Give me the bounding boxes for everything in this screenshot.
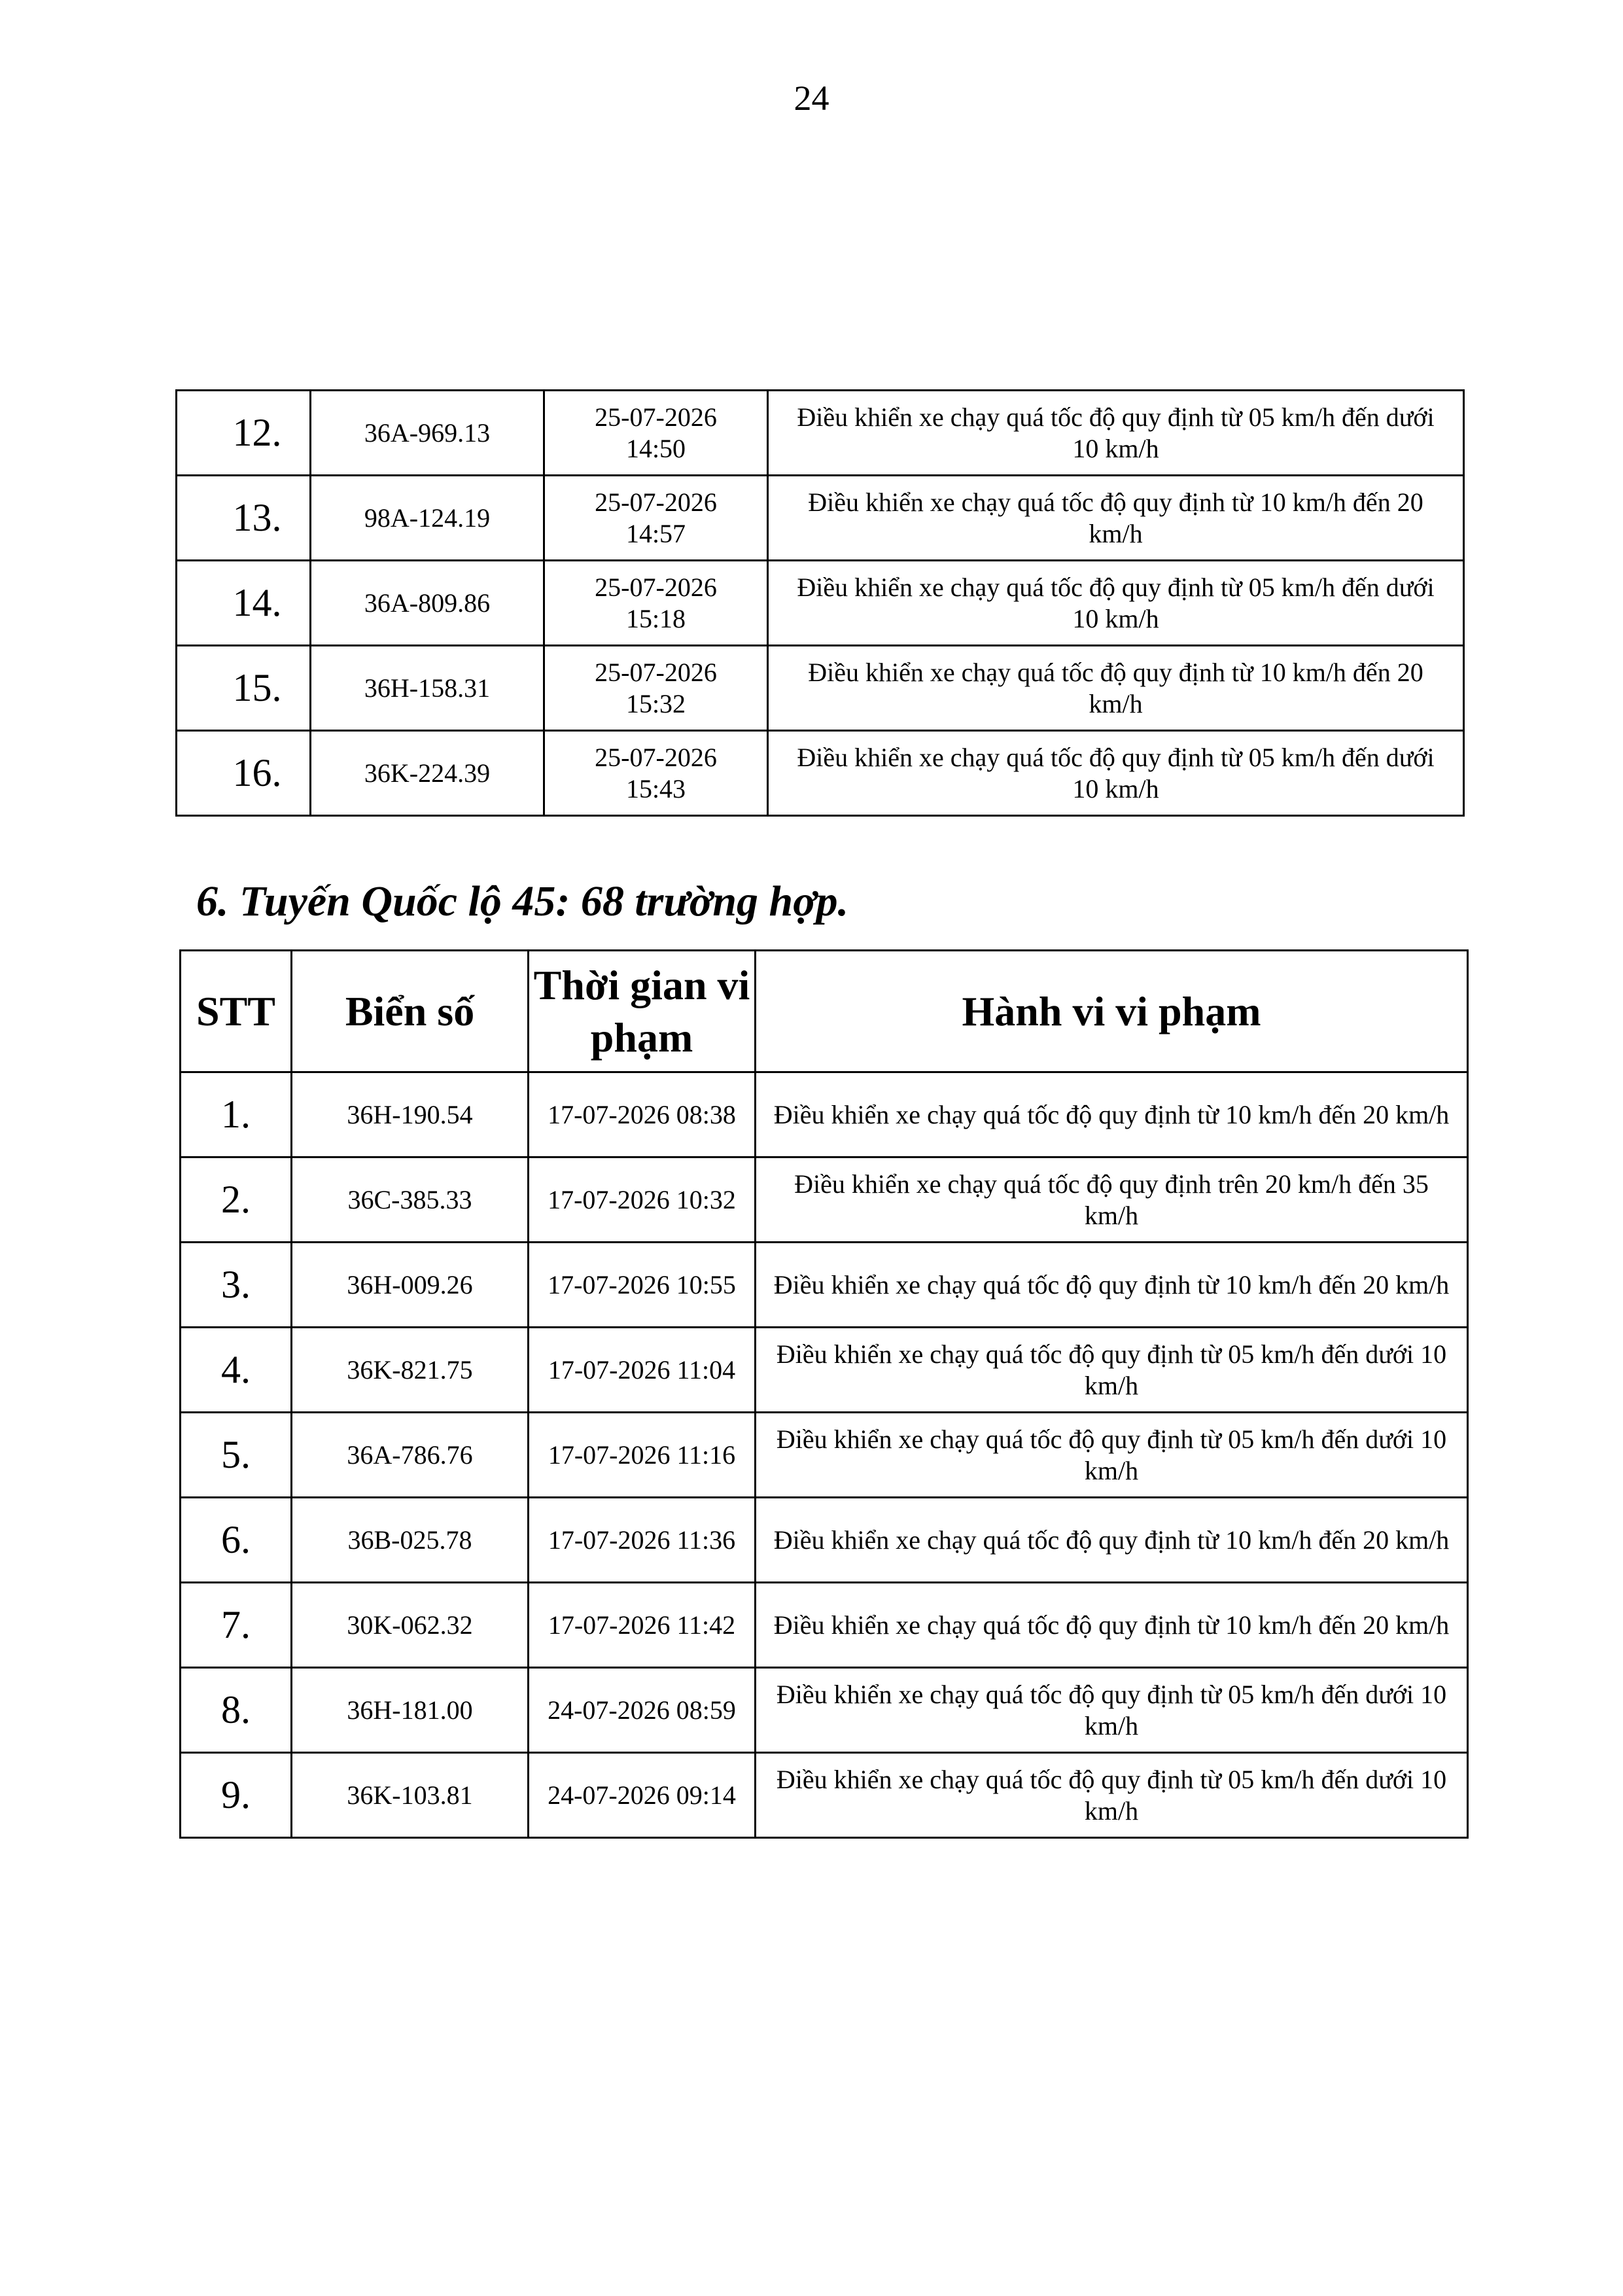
- table-row: [181, 1668, 1468, 1753]
- table-row: [181, 1753, 1468, 1838]
- stt-cell: 1.: [181, 1072, 292, 1157]
- time-cell: 17-07-2026 10:55: [529, 1243, 756, 1328]
- behavior-cell: Điều khiển xe chạy quá tốc độ quy định từ 10 km/h đến 20 km/h: [768, 646, 1464, 731]
- table-header-row: [181, 951, 1468, 1072]
- plate-cell: 36A-809.86: [311, 561, 544, 646]
- table-row: [181, 1157, 1468, 1243]
- plate-cell: 36K-103.81: [292, 1753, 529, 1838]
- table-row: [177, 561, 1464, 646]
- behavior-cell: Điều khiển xe chạy quá tốc độ quy định từ 10 km/h đến 20 km/h: [756, 1498, 1468, 1583]
- time-cell: 25-07-2026 15:43: [544, 731, 768, 816]
- table-row: [177, 731, 1464, 816]
- violations-table-ql45: [179, 949, 1469, 1839]
- behavior-cell: Điều khiển xe chạy quá tốc độ quy định trên 20 km/h đến 35 km/h: [756, 1157, 1468, 1243]
- plate-cell: 36K-224.39: [311, 731, 544, 816]
- behavior-cell: Điều khiển xe chạy quá tốc độ quy định từ 05 km/h đến dưới 10 km/h: [756, 1328, 1468, 1413]
- stt-cell: 7.: [181, 1583, 292, 1668]
- stt-cell: 12.: [177, 391, 311, 476]
- behavior-cell: Điều khiển xe chạy quá tốc độ quy định từ 05 km/h đến dưới 10 km/h: [768, 561, 1464, 646]
- behavior-cell: Điều khiển xe chạy quá tốc độ quy định từ 05 km/h đến dưới 10 km/h: [768, 731, 1464, 816]
- stt-cell: 15.: [177, 646, 311, 731]
- stt-cell: 4.: [181, 1328, 292, 1413]
- table-row: [177, 476, 1464, 561]
- plate-cell: 36B-025.78: [292, 1498, 529, 1583]
- plate-cell: 36C-385.33: [292, 1157, 529, 1243]
- time-cell: 17-07-2026 10:32: [529, 1157, 756, 1243]
- table-row: [181, 1328, 1468, 1413]
- time-cell: 17-07-2026 08:38: [529, 1072, 756, 1157]
- table-row: [177, 391, 1464, 476]
- time-cell: 25-07-2026 14:57: [544, 476, 768, 561]
- stt-cell: 9.: [181, 1753, 292, 1838]
- section-title: 6. Tuyến Quốc lộ 45: 68 trường hợp.: [196, 877, 849, 925]
- time-cell: 24-07-2026 08:59: [529, 1668, 756, 1753]
- plate-cell: 36A-969.13: [311, 391, 544, 476]
- plate-cell: 36H-181.00: [292, 1668, 529, 1753]
- plate-cell: 36A-786.76: [292, 1413, 529, 1498]
- plate-cell: 30K-062.32: [292, 1583, 529, 1668]
- table-row: [181, 1413, 1468, 1498]
- stt-cell: 2.: [181, 1157, 292, 1243]
- page-number: 24: [794, 79, 829, 118]
- behavior-cell: Điều khiển xe chạy quá tốc độ quy định từ 05 km/h đến dưới 10 km/h: [756, 1668, 1468, 1753]
- stt-cell: 8.: [181, 1668, 292, 1753]
- table-row: [181, 1243, 1468, 1328]
- behavior-cell: Điều khiển xe chạy quá tốc độ quy định từ 10 km/h đến 20 km/h: [756, 1072, 1468, 1157]
- time-cell: 17-07-2026 11:04: [529, 1328, 756, 1413]
- behavior-cell: Điều khiển xe chạy quá tốc độ quy định từ 10 km/h đến 20 km/h: [768, 476, 1464, 561]
- plate-cell: 36H-190.54: [292, 1072, 529, 1157]
- table-row: [181, 1583, 1468, 1668]
- header-plate: Biển số: [292, 951, 529, 1072]
- stt-cell: 6.: [181, 1498, 292, 1583]
- time-cell: 17-07-2026 11:36: [529, 1498, 756, 1583]
- behavior-cell: Điều khiển xe chạy quá tốc độ quy định từ 10 km/h đến 20 km/h: [756, 1583, 1468, 1668]
- time-cell: 25-07-2026 14:50: [544, 391, 768, 476]
- time-cell: 17-07-2026 11:16: [529, 1413, 756, 1498]
- table-row: [181, 1072, 1468, 1157]
- behavior-cell: Điều khiển xe chạy quá tốc độ quy định từ 05 km/h đến dưới 10 km/h: [768, 391, 1464, 476]
- time-cell: 24-07-2026 09:14: [529, 1753, 756, 1838]
- stt-cell: 16.: [177, 731, 311, 816]
- violations-table-continued: [175, 389, 1465, 817]
- header-stt: STT: [181, 951, 292, 1072]
- time-cell: 17-07-2026 11:42: [529, 1583, 756, 1668]
- header-behavior: Hành vi vi phạm: [756, 951, 1468, 1072]
- stt-cell: 5.: [181, 1413, 292, 1498]
- table-row: [177, 646, 1464, 731]
- plate-cell: 36H-158.31: [311, 646, 544, 731]
- behavior-cell: Điều khiển xe chạy quá tốc độ quy định từ 10 km/h đến 20 km/h: [756, 1243, 1468, 1328]
- header-time: Thời gian vi phạm: [529, 951, 756, 1072]
- plate-cell: 98A-124.19: [311, 476, 544, 561]
- time-cell: 25-07-2026 15:32: [544, 646, 768, 731]
- plate-cell: 36H-009.26: [292, 1243, 529, 1328]
- time-cell: 25-07-2026 15:18: [544, 561, 768, 646]
- stt-cell: 13.: [177, 476, 311, 561]
- behavior-cell: Điều khiển xe chạy quá tốc độ quy định từ 05 km/h đến dưới 10 km/h: [756, 1413, 1468, 1498]
- table-row: [181, 1498, 1468, 1583]
- stt-cell: 14.: [177, 561, 311, 646]
- stt-cell: 3.: [181, 1243, 292, 1328]
- plate-cell: 36K-821.75: [292, 1328, 529, 1413]
- behavior-cell: Điều khiển xe chạy quá tốc độ quy định từ 05 km/h đến dưới 10 km/h: [756, 1753, 1468, 1838]
